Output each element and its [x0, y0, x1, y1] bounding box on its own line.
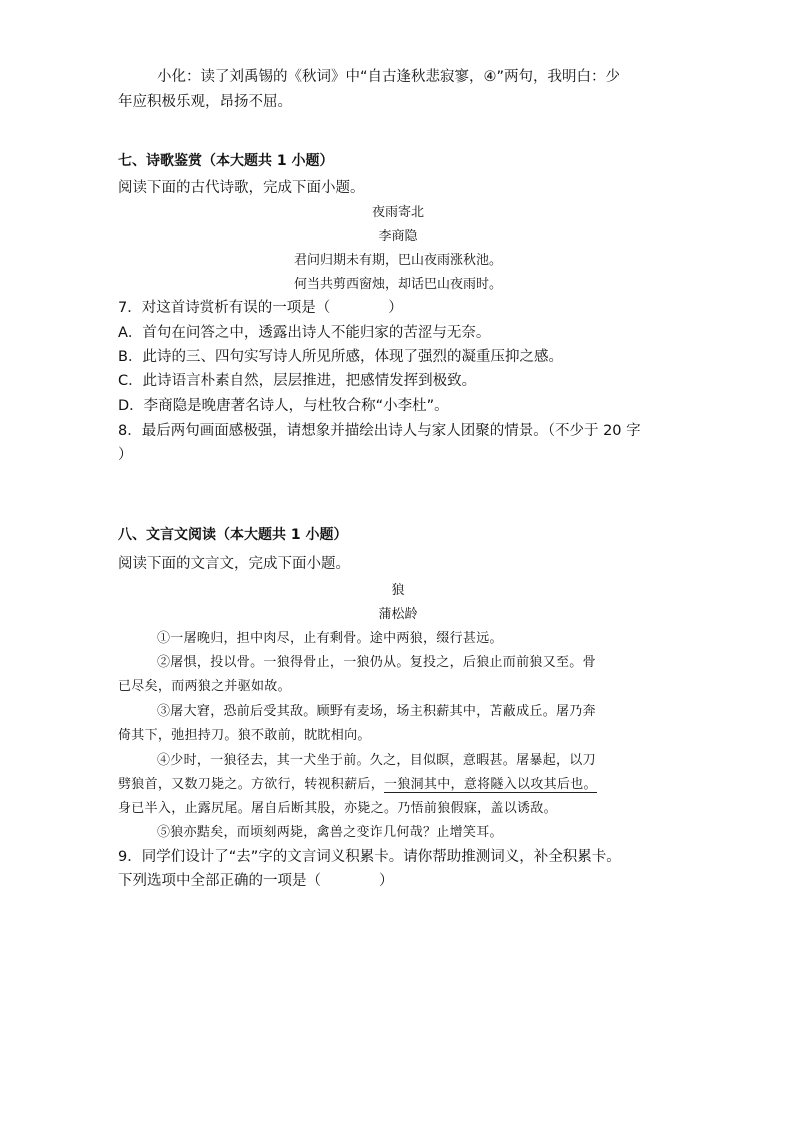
paragraph-2-cont: 已尽矣，而两狼之并驱如故。	[118, 679, 291, 694]
section-heading: 七、诗歌鉴赏（本大题共 1 小题）	[118, 153, 334, 169]
question-8-cont: ）	[118, 447, 133, 463]
option-b: B．此诗的三、四句实写诗人所见所感，体现了强烈的凝重压抑之感。	[118, 349, 563, 365]
option-a: A．首句在问答之中，透露出诗人不能归家的苦涩与无奈。	[118, 325, 491, 341]
poem-line: 何当共剪西窗烛，却话巴山夜雨时。	[293, 277, 502, 292]
poem-author: 李商隐	[378, 229, 418, 244]
poem-line: 君问归期未有期，巴山夜雨涨秋池。	[293, 253, 502, 268]
essay-title: 狼	[391, 583, 405, 598]
instruction-text: 阅读下面的文言文，完成下面小题。	[118, 556, 350, 572]
question-7: 7．对这首诗赏析有误的一项是（ ）	[118, 300, 403, 316]
poem-title: 夜雨寄北	[371, 205, 424, 220]
section-heading: 八、文言文阅读（本大题共 1 小题）	[118, 527, 348, 543]
text-line: 小化：读了刘禹锡的《秋词》中“自古逢秋悲寂寥，④”两句，我明白：少	[157, 69, 621, 85]
underlined-sentence: 一狼洞其中，意将隧入以攻其后也。	[384, 777, 597, 792]
question-9: 9．同学们设计了“去”字的文言词义积累卡。请你帮助推测词义，补全积累卡。	[118, 849, 621, 865]
paragraph-5: ⑤狼亦黠矣，而顷刻两毙，禽兽之变诈几何哉？止增笑耳。	[157, 825, 503, 840]
paragraph-3: ③屠大窘，恐前后受其敌。顾野有麦场，场主积薪其中，苫蔽成丘。屠乃奔	[157, 704, 596, 719]
question-8: 8．最后两句画面感极强，请想象并描绘出诗人与家人团聚的情景。（不少于 20 字	[118, 423, 641, 439]
paragraph-4-cont: 身已半入，止露尻尾。屠自后断其股，亦毙之。乃悟前狼假寐，盖以诱敌。	[118, 801, 557, 816]
paragraph-1: ①一屠晚归，担中肉尽，止有剩骨。途中两狼，缀行甚远。	[157, 631, 503, 646]
sentence: 劈狼首，又数刀毙之。方欲行，转视积薪后，	[118, 777, 385, 792]
instruction-text: 阅读下面的古代诗歌，完成下面小题。	[118, 180, 365, 196]
option-c: C．此诗语言朴素自然，层层推进，把感情发挥到极致。	[118, 373, 477, 389]
question-9-cont: 下列选项中全部正确的一项是（ ）	[118, 873, 394, 889]
text-line: 年应积极乐观，昂扬不屈。	[118, 94, 292, 110]
option-d: D．李商隐是晚唐著名诗人，与杜牧合称“小李杜”。	[118, 398, 449, 414]
paragraph-3-cont: 倚其下，弛担持刀。狼不敢前，眈眈相向。	[118, 728, 371, 743]
essay-author: 蒲松龄	[378, 607, 418, 622]
paragraph-2: ②屠惧，投以骨。一狼得骨止，一狼仍从。复投之，后狼止而前狼又至。骨	[157, 655, 596, 670]
paragraph-4: ④少时，一狼径去，其一犬坐于前。久之，目似瞑，意暇甚。屠暴起，以刀	[157, 753, 596, 768]
paragraph-4-cont	[118, 774, 678, 796]
